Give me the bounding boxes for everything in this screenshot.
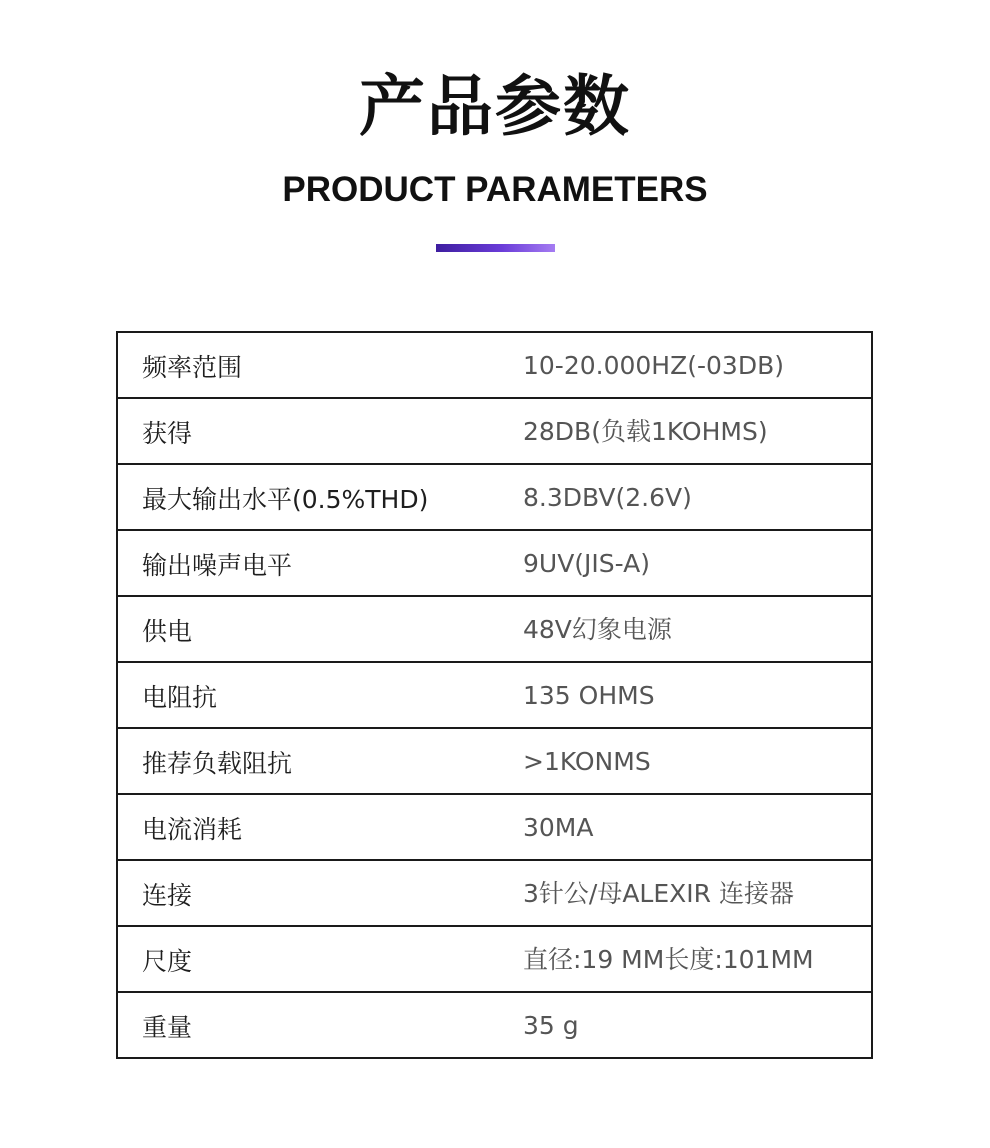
spec-label-gain: 获得 xyxy=(142,419,193,448)
accent-divider xyxy=(436,244,555,252)
spec-value-frequency-range: 10-20.000HZ(-03DB) xyxy=(523,351,784,380)
spec-value-impedance: 135 OHMS xyxy=(523,681,655,710)
spec-label-current-consumption: 电流消耗 xyxy=(142,815,243,844)
spec-label-frequency-range: 频率范围 xyxy=(142,353,243,382)
table-row xyxy=(118,729,871,795)
table-row xyxy=(118,993,871,1057)
spec-label-recommended-load: 推荐负载阻抗 xyxy=(142,749,293,778)
spec-value-recommended-load: >1KONMS xyxy=(523,747,651,776)
table-row xyxy=(118,465,871,531)
spec-table xyxy=(116,331,873,1059)
spec-label-connector: 连接 xyxy=(142,881,193,910)
table-row xyxy=(118,531,871,597)
spec-label-max-output-level: 最大输出水平(0.5%THD) xyxy=(142,485,429,514)
table-row xyxy=(118,333,871,399)
table-row xyxy=(118,927,871,993)
table-row xyxy=(118,795,871,861)
spec-label-output-noise: 输出噪声电平 xyxy=(142,551,293,580)
spec-label-power-supply: 供电 xyxy=(142,617,193,646)
page-title-en: PRODUCT PARAMETERS xyxy=(282,170,708,209)
spec-value-output-noise: 9UV(JIS-A) xyxy=(523,549,651,578)
page-title-cn: 产品参数 xyxy=(359,68,631,145)
spec-value-current-consumption: 30MA xyxy=(523,813,594,842)
spec-value-dimensions: 直径:19 MM长度:101MM xyxy=(523,945,814,974)
spec-value-gain: 28DB(负载1KOHMS) xyxy=(523,417,768,446)
table-row xyxy=(118,597,871,663)
spec-label-dimensions: 尺度 xyxy=(142,947,193,976)
spec-value-connector: 3针公/母ALEXIR 连接器 xyxy=(523,879,794,908)
table-row xyxy=(118,399,871,465)
spec-label-impedance: 电阻抗 xyxy=(142,683,218,712)
spec-label-weight: 重量 xyxy=(142,1013,193,1042)
spec-value-weight: 35 g xyxy=(523,1011,579,1040)
spec-value-max-output-level: 8.3DBV(2.6V) xyxy=(523,483,692,512)
spec-value-power-supply: 48V幻象电源 xyxy=(523,615,672,644)
table-row xyxy=(118,861,871,927)
table-row xyxy=(118,663,871,729)
